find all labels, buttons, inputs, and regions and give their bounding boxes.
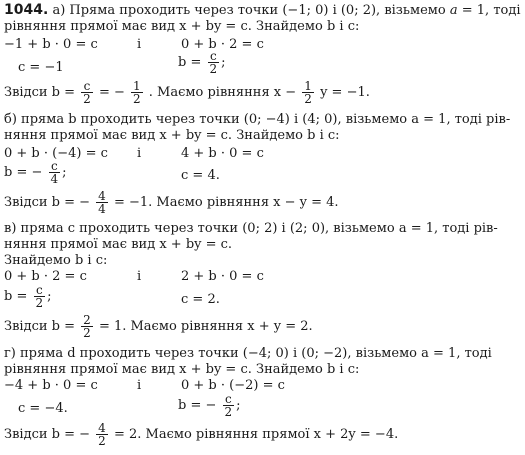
part-g-equation-2: 0 + b · (−2) = c [181, 378, 285, 393]
part-g-equation-1: −4 + b · 0 = c [4, 378, 98, 393]
part-v-c-result: c = 2. [181, 292, 220, 307]
part-v-summary: Звідси b = $\frac{2}{2}$ = 1. Маємо рівняння x + y = 2. [4, 313, 313, 340]
part-b-summary: Звідси b = − $\frac{4}{4}$ = −1. Маємо рівняння x − y = 4. [4, 189, 339, 216]
part-g-c-result: c = −4. [18, 401, 68, 416]
part-a-text-1: а) Пряма проходить через точки (−1; 0) і (0; 2), візьмемо [52, 3, 450, 18]
part-a-text-1c: = 1, тоді [457, 3, 521, 18]
part-b-c-result: c = 4. [181, 168, 220, 183]
part-a-and: і [137, 37, 142, 52]
problem-number: 1044. [4, 2, 49, 18]
part-b-line-2: няння прямої має вид x + by = c. Знайдемо b і c: [4, 128, 340, 143]
fraction: $\frac{c}{2}$ [209, 49, 218, 76]
part-g-b-expression: b = − $\frac{c}{2}$ ; [178, 392, 241, 419]
part-g-line-2: рівняння прямої має вид x + by = c. Знайдемо b і c: [4, 362, 360, 377]
part-a-var-a: a [449, 3, 458, 18]
part-a-summary: Звідси b = $\frac{c}{2}$ = − $\frac{1}{2}$ . Маємо рівняння x − $\frac{1}{2}$ y = −1. [4, 79, 370, 106]
part-a-line-1 [4, 2, 521, 19]
part-a-equation-2: 0 + b · 2 = c [181, 37, 264, 52]
part-b-equation-1: 0 + b · (−4) = c [4, 146, 108, 161]
part-v-and: і [137, 269, 142, 284]
part-a-b-expression: b = $\frac{c}{2}$ ; [178, 49, 226, 76]
part-b-equation-2: 4 + b · 0 = c [181, 146, 264, 161]
part-v-equation-1: 0 + b · 2 = c [4, 269, 87, 284]
part-g-line-1: г) пряма d проходить через точки (−4; 0) і (0; −2), візьмемо a = 1, тоді [4, 346, 492, 361]
part-g-summary: Звідси b = − $\frac{4}{2}$ = 2. Маємо рівняння прямої x + 2y = −4. [4, 421, 399, 448]
part-b-line-1: б) пряма b проходить через точки (0; −4) і (4; 0), візьмемо a = 1, тоді рів- [4, 112, 511, 127]
part-a-c-result: c = −1 [18, 60, 64, 75]
part-v-line-3: Знайдемо b і c: [4, 253, 108, 268]
part-a-equation-1: −1 + b · 0 = c [4, 37, 98, 52]
part-g-and: і [137, 378, 142, 393]
part-b-and: і [137, 146, 142, 161]
part-a-line-2: рівняння прямої має вид x + by = c. Знайдемо b і c: [4, 19, 360, 34]
part-v-line-1: в) пряма c проходить через точки (0; 2) і (2; 0), візьмемо a = 1, тоді рів- [4, 221, 498, 236]
part-v-equation-2: 2 + b · 0 = c [181, 269, 264, 284]
part-b-b-expression: b = − $\frac{c}{4}$ ; [4, 159, 67, 186]
part-v-line-2: няння прямої має вид x + by = c. [4, 237, 233, 252]
part-v-b-expression: b = $\frac{c}{2}$ ; [4, 283, 52, 310]
